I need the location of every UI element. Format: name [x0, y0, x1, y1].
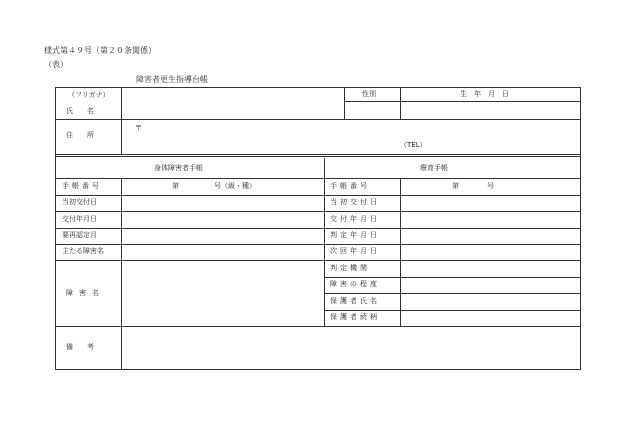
rehab-degree-label: 障害の程度: [330, 280, 380, 288]
guardian-relation-label: 保護者続柄: [330, 313, 380, 321]
physical-section-title: 身体障害者手帳: [154, 164, 203, 172]
physical-number-value: 第 号（級・種）: [172, 182, 256, 190]
gender-field[interactable]: [345, 102, 399, 119]
rehab-judge-org-label: 判定機関: [330, 264, 370, 272]
physical-issue-date-label: 交付年月日: [62, 215, 97, 223]
form-title: 障害者更生指導台帳: [136, 75, 208, 84]
physical-number-label: 手帳番号: [62, 182, 102, 190]
tel-label: （TEL）: [400, 141, 427, 149]
birthdate-label: 生 年 月 日: [460, 90, 509, 98]
physical-recert-label: 要再認定月: [62, 231, 97, 239]
rehab-judge-date-label: 判定年月日: [330, 231, 380, 239]
name-label: 氏 名: [66, 107, 94, 115]
disability-name-field[interactable]: [122, 261, 324, 326]
furigana-label: （フリガナ）: [68, 91, 110, 99]
rehab-number-value: 第 号: [452, 182, 494, 190]
disability-name-label: 障害名: [66, 289, 105, 297]
rehab-next-date-label: 次回年月日: [330, 247, 380, 255]
remarks-field[interactable]: [122, 327, 580, 369]
form-side: （表）: [44, 60, 68, 69]
rehab-issue-date-label: 交付年月日: [330, 215, 380, 223]
birthdate-field[interactable]: [401, 102, 580, 119]
guardian-name-label: 保護者氏名: [330, 297, 380, 305]
physical-initial-date-label: 当初交付日: [62, 198, 97, 206]
address-label: 住 所: [66, 131, 94, 139]
rehab-initial-date-label: 当初交付日: [330, 198, 380, 206]
rehab-section-title: 療育手帳: [420, 164, 448, 172]
physical-main-disability-label: 主たる障害名: [62, 247, 104, 255]
gender-label: 性別: [362, 90, 376, 98]
postal-mark: 〒: [135, 124, 142, 132]
rehab-number-label: 手帳番号: [330, 182, 370, 190]
name-field[interactable]: [122, 88, 343, 119]
remarks-label: 備 考: [66, 343, 94, 351]
address-field[interactable]: [122, 120, 580, 154]
form-number: 様式第４９号（第２０条関係）: [44, 46, 156, 55]
